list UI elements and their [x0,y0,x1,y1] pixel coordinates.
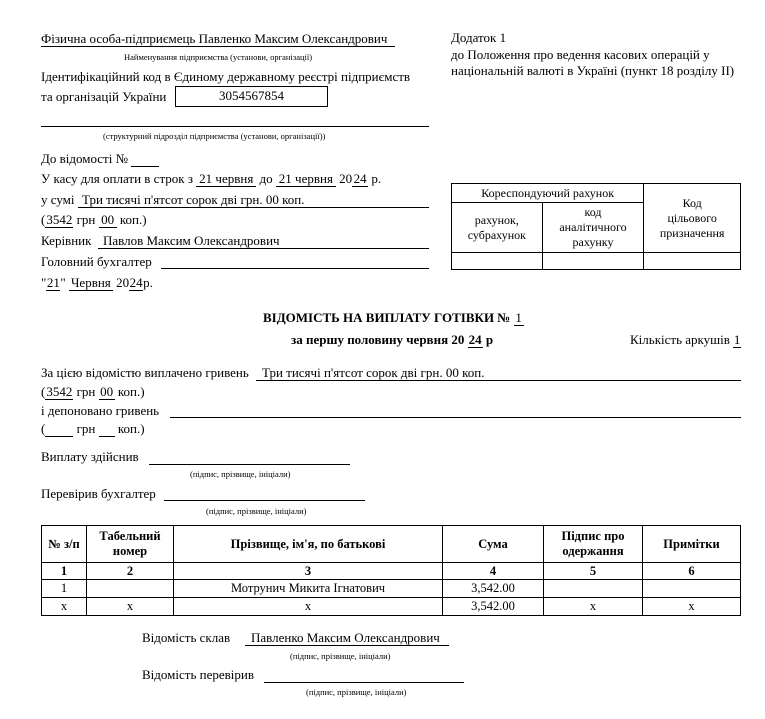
subtitle-year: 24 [468,332,482,347]
col-num: 4 [443,563,544,580]
sum-kop-label: коп.) [119,212,147,227]
page-subtitle [291,332,493,348]
cell-full-name: Мотрунич Микита Ігнатович [174,580,443,598]
director-label: Керівник [41,233,92,248]
cell-notes: x [643,598,741,616]
deposited-kop-label: коп.) [117,421,145,436]
cell-sum: 3,542.00 [443,580,544,598]
to-statement [41,151,159,167]
period-to: 21 червня [276,172,336,187]
period-from: 21 червня [196,172,256,187]
checked-acc-caption: (підпис, прізвище, ініціали) [206,506,307,516]
director-name: Павлов Максим Олександрович [103,233,280,248]
corr-col2-l2: аналітичного [559,220,627,234]
deposited-kop [99,422,115,437]
period-to-label: до [259,171,273,186]
col-num: 2 [87,563,174,580]
payout-caption: (підпис, прізвище, ініціали) [190,469,291,479]
cell-number: 1 [42,580,87,598]
sign-date [41,275,153,291]
col-num: 3 [174,563,443,580]
appendix-line-2: до Положення про ведення касових операцій у [451,47,710,62]
subtitle-suffix: р [485,332,494,347]
corr-col3-l2: цільового [667,210,717,225]
corr-col2-l1: код [584,205,602,219]
corr-col2-l3: рахунку [572,235,614,249]
sum-underline [78,207,429,208]
page-title [263,310,524,326]
unit-line [41,126,429,127]
to-statement-label: До відомості № [41,151,129,166]
sum-kop: 00 [99,213,117,228]
accountant-label: Головний бухгалтер [41,254,152,269]
sign-date-q1: " [41,275,47,290]
table-header-row [42,526,741,563]
sign-date-month: Червня [69,276,113,291]
corr-account-table [451,183,741,270]
th-notes: Примітки [643,526,741,563]
appendix-line-3: національній валюті в Україні (пункт 18 розділу II) [451,63,735,78]
sum-digits [41,212,147,228]
sign-date-q2: " [60,275,66,290]
entity-caption: Найменування підприємства (установи, організації) [124,52,313,62]
th-sig-l1: Підпис про [561,529,625,543]
sum-label: у сумі [41,192,75,207]
table-number-row [42,563,741,580]
sign-date-day: 21 [46,275,60,290]
compiled-name: Павленко Максим Олександрович [251,630,440,645]
checked-acc-underline [164,500,365,501]
th-tab-l2: номер [112,544,148,558]
verified-caption: (підпис, прізвище, ініціали) [306,687,407,697]
sum-uah-label: грн [76,212,96,227]
title-number: 1 [515,310,522,325]
compiled-caption: (підпис, прізвище, ініціали) [290,651,391,661]
subtitle-text: за першу половину червня 20 [291,332,465,347]
deposited-uah-label: грн [76,421,96,436]
payout-label: Виплату здійснив [41,449,139,464]
corr-col-purpose [644,184,741,253]
paid-kop: 00 [100,384,114,399]
sign-date-year: 24 [129,275,143,290]
paid-uah: 3542 [46,384,73,399]
id-code-box: 3054567854 [175,86,328,107]
payout-table [41,525,741,616]
deposited-digits [41,421,145,437]
id-label-2: та організацій України [41,89,167,104]
period-year-prefix: 20 [339,171,353,186]
th-sum: Сума [443,526,544,563]
paid-digits [41,384,145,400]
corr-cell-purpose [644,253,741,270]
table-row [42,598,741,616]
to-statement-number [131,152,159,167]
sign-date-suffix: р. [143,275,153,290]
th-tab-number [87,526,174,563]
cell-notes [643,580,741,598]
checked-acc-label: Перевірив бухгалтер [41,486,156,501]
th-full-name: Прізвище, ім'я, по батькові [174,526,443,563]
deposited-uah [45,422,73,437]
paid-kop-label: коп.) [117,384,145,399]
compiled-underline [245,645,449,646]
sheets-count [630,332,741,348]
table-row [42,580,741,598]
corr-col3-l1: Код [682,195,702,210]
sum-uah: 3542 [46,212,73,227]
compiled-label: Відомість склав [142,630,231,645]
deposited-label: і депоновано гривень [41,403,160,418]
verified-underline [264,682,464,683]
unit-caption: (структурний підрозділ підприємства (установи, організації)) [103,131,326,141]
sign-date-year-prefix: 20 [116,275,130,290]
accountant-underline [161,268,429,269]
entity-underline [41,46,395,47]
period-year: 24 [353,171,367,186]
period-prefix: У касу для оплати в строк з [41,171,193,186]
deposited-open: ( [41,421,46,436]
deposited-underline [170,417,741,418]
period-line [41,171,381,187]
cell-number: x [42,598,87,616]
corr-col1-l2: субрахунок [467,227,526,242]
cell-sum: 3,542.00 [443,598,544,616]
paid-label: За цією відомістю виплачено гривень [41,365,249,380]
corr-header: Кореспондуючий рахунок [452,184,644,203]
sheets-label: Кількість аркушів [630,332,730,347]
paid-uah-label: грн [76,384,96,399]
corr-col1-l1: рахунок, [474,212,519,227]
payout-underline [149,464,350,465]
corr-col-account [452,203,543,253]
period-suffix: р. [371,171,382,186]
col-num: 6 [643,563,741,580]
th-tab-l1: Табельний [99,529,161,543]
th-sig-l2: одержання [562,544,624,558]
corr-cell-account [452,253,543,270]
th-signature [544,526,643,563]
sheets-value: 1 [733,332,741,347]
cell-tab-number [87,580,174,598]
col-num: 1 [42,563,87,580]
appendix-line-1: Додаток 1 [451,30,507,45]
paid-underline [256,380,741,381]
director-underline [98,248,429,249]
paid-words: Три тисячі п'ятсот сорок дві грн. 00 коп. [262,365,485,380]
corr-col3-l3: призначення [659,225,725,240]
cell-signature: x [544,598,643,616]
id-label-1: Ідентифікаційний код в Єдиному державному реєстрі підприємств [41,69,411,84]
cell-signature [544,580,643,598]
verified-label: Відомість перевірив [142,667,254,682]
sum-open: ( [41,212,46,227]
sum-words: Три тисячі п'ятсот сорок дві грн. 00 коп. [82,192,305,207]
entity-name: Фізична особа-підприємець Павленко Максим Олександрович [41,31,388,46]
paid-open: ( [41,384,46,399]
th-number: № з/п [42,526,87,563]
corr-col-analytic [542,203,644,253]
cell-tab-number: x [87,598,174,616]
title-text: ВІДОМІСТЬ НА ВИПЛАТУ ГОТІВКИ № [263,310,511,325]
cell-full-name: x [174,598,443,616]
corr-cell-analytic [542,253,644,270]
col-num: 5 [544,563,643,580]
